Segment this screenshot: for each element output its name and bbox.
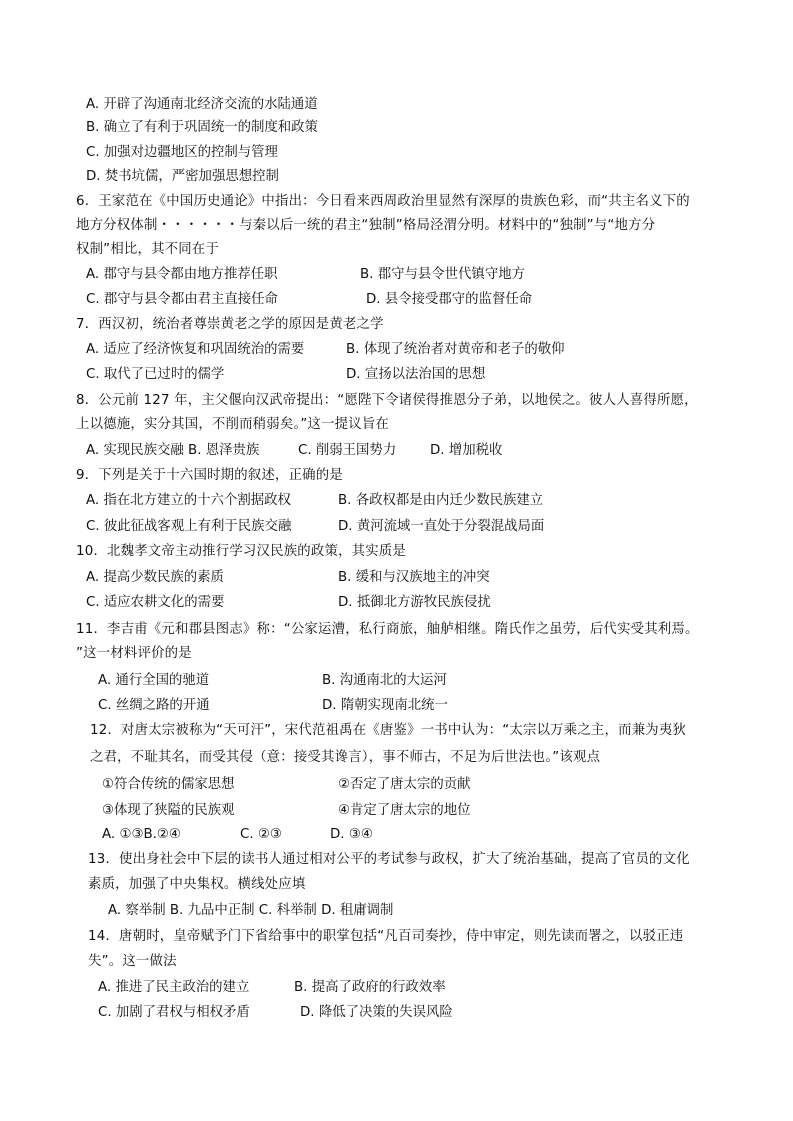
q7-stem: 7．西汉初，统治者尊崇黄老之学的原因是黄老之学 bbox=[76, 317, 384, 332]
q7-option-c: C. 取代了已过时的儒学 bbox=[86, 367, 225, 382]
q13-stem-line-1: 13．使出身社会中下层的读书人通过相对公平的考试参与政权，扩大了统治基础，提高了官员的文化 bbox=[88, 852, 690, 867]
q6-option-b: B. 郡守与县令世代镇守地方 bbox=[360, 267, 525, 282]
q6-option-d: D. 县令接受郡守的监督任命 bbox=[366, 292, 533, 307]
q5-option-c: C. 加强对边疆地区的控制与管理 bbox=[86, 145, 278, 160]
q14-stem-line-1: 14．唐朝时，皇帝赋予门下省给事中的职掌包括“凡百司奏抄，侍中审定，则先读而署之，以驳正违 bbox=[88, 929, 684, 944]
q9-option-d: D. 黄河流域一直处于分裂混战局面 bbox=[338, 519, 545, 534]
q9-stem: 9．下列是关于十六国时期的叙述，正确的是 bbox=[76, 468, 343, 483]
q11-option-a: A. 通行全国的驰道 bbox=[98, 673, 210, 688]
q6-option-c: C. 郡守与县令都由君主直接任命 bbox=[86, 292, 278, 307]
q13-options: A. 察举制 B. 九品中正制 C. 科举制 D. 租庸调制 bbox=[108, 903, 394, 918]
q11-stem-line-1: 11．李吉甫《元和郡县图志》称：“公家运漕，私行商旅，舳舻相继。隋氏作之虽劳，后代实受其利焉。 bbox=[76, 622, 699, 637]
q14-option-b: B. 提高了政府的行政效率 bbox=[294, 980, 446, 995]
q12-stem-line-1: 12．对唐太宗被称为“天可汗”，宋代范祖禹在《唐鉴》一书中认为：“太宗以万乘之主，而兼为夷狄 bbox=[90, 723, 687, 738]
q7-option-b: B. 体现了统治者对黄帝和老子的敬仰 bbox=[346, 342, 565, 357]
q10-option-d: D. 抵御北方游牧民族侵扰 bbox=[338, 595, 491, 610]
q11-stem-line-2: ”这一材料评价的是 bbox=[76, 646, 192, 661]
q12-statement-2: ②否定了唐太宗的贡献 bbox=[338, 777, 471, 792]
q11-option-c: C. 丝绸之路的开通 bbox=[98, 698, 210, 713]
q6-stem-line-2: 地方分权体制・・・・・・与秦以后一统的君主“独制”格局泾渭分明。材料中的“独制”与“地方分 bbox=[76, 218, 656, 233]
q13-stem-line-2: 素质，加强了中央集权。横线处应填 bbox=[88, 877, 306, 892]
q8-option-c: C. 削弱王国势力 bbox=[298, 443, 397, 458]
q12-statement-3: ③体现了狭隘的民族观 bbox=[102, 803, 235, 818]
q9-option-c: C. 彼此征战客观上有利于民族交融 bbox=[86, 519, 292, 534]
q12-option-ab: A. ①③B.②④ bbox=[102, 827, 181, 842]
q6-stem-line-3: 权制”相比，其不同在于 bbox=[76, 242, 220, 257]
q12-option-c: C. ②③ bbox=[240, 827, 282, 842]
q14-option-a: A. 推进了民主政治的建立 bbox=[98, 980, 250, 995]
q9-option-b: B. 各政权都是由内迁少数民族建立 bbox=[338, 493, 544, 508]
q8-option-d: D. 增加税收 bbox=[430, 443, 503, 458]
q12-option-d: D. ③④ bbox=[330, 827, 373, 842]
q12-statement-1: ①符合传统的儒家思想 bbox=[102, 777, 235, 792]
q14-option-d: D. 降低了决策的失误风险 bbox=[300, 1005, 453, 1020]
q7-option-a: A. 适应了经济恢复和巩固统治的需要 bbox=[86, 342, 305, 357]
q6-option-a: A. 郡守与县令都由地方推荐任职 bbox=[86, 267, 278, 282]
q9-option-a: A. 指在北方建立的十六个割据政权 bbox=[86, 493, 291, 508]
q6-stem-line-1: 6．王家范在《中国历史通论》中指出：今日看来西周政治里显然有深厚的贵族色彩，而“共主名义下的 bbox=[76, 194, 690, 209]
q8-stem-line-1: 8．公元前 127 年，主父偃向汉武帝提出：“愿陛下令诸侯得推恩分子弟，以地侯之。彼人人喜得所愿， bbox=[76, 393, 698, 408]
q10-stem: 10．北魏孝文帝主动推行学习汉民族的政策，其实质是 bbox=[76, 544, 407, 559]
q5-option-b: B. 确立了有利于巩固统一的制度和政策 bbox=[86, 120, 318, 135]
q8-stem-line-2: 上以德施，实分其国，不削而稍弱矣。”这一提议旨在 bbox=[76, 417, 390, 432]
q12-statement-4: ④肯定了唐太宗的地位 bbox=[338, 803, 471, 818]
q11-option-d: D. 隋朝实现南北统一 bbox=[322, 698, 448, 713]
q10-option-c: C. 适应农耕文化的需要 bbox=[86, 595, 225, 610]
q11-option-b: B. 沟通南北的大运河 bbox=[322, 673, 447, 688]
q8-option-ab: A. 实现民族交融 B. 恩泽贵族 bbox=[86, 443, 260, 458]
q5-option-d: D. 焚书坑儒，严密加强思想控制 bbox=[86, 169, 279, 184]
q14-option-c: C. 加剧了君权与相权矛盾 bbox=[98, 1005, 250, 1020]
q10-option-b: B. 缓和与汉族地主的冲突 bbox=[338, 570, 490, 585]
q12-stem-line-2: 之君，不耻其名，而受其侵（意：接受其谗言），事不师古，不足为后世法也。”该观点 bbox=[90, 750, 601, 765]
q10-option-a: A. 提高少数民族的素质 bbox=[86, 570, 224, 585]
q5-option-a: A. 开辟了沟通南北经济交流的水陆通道 bbox=[86, 97, 318, 112]
q14-stem-line-2: 失”。这一做法 bbox=[88, 954, 177, 969]
q7-option-d: D. 宣扬以法治国的思想 bbox=[346, 367, 486, 382]
